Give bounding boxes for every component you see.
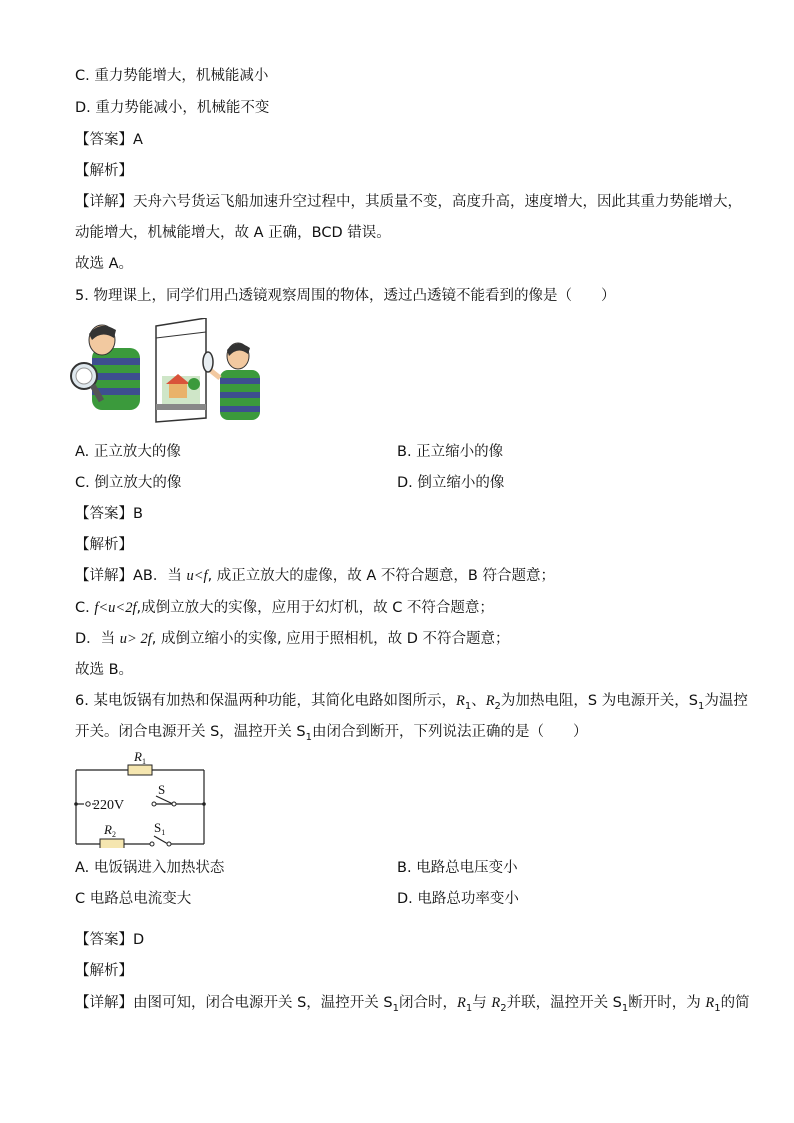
q6-stem-line2: 开关。闭合电源开关 S，温控开关 $S_1$由闭合到断开，下列说法正确的是（ ）: [75, 724, 588, 743]
q4-analysis-title: 【解析】: [75, 163, 133, 179]
q6-stem-line1: 6. 某电饭锅有加热和保温两种功能，其简化电路如图所示，$R_1$、$R_2$为加热电阻，S 为电源开关，$S_1$为温控: [75, 693, 748, 712]
q6-answer: 【答案】D: [75, 932, 145, 948]
q6-option-b: B. 电路总电压变小: [397, 860, 518, 876]
boy-at-window-figure: [203, 343, 260, 420]
switch-s-label: S: [158, 782, 166, 797]
q5-option-d: D. 倒立缩小的像: [397, 475, 505, 491]
q5-choose: 故选 B。: [75, 662, 134, 678]
q5-detail-line1: 【详解】AB．当 u<f, 成正立放大的虚像，故 A 不符合题意，B 符合题意；: [75, 568, 555, 584]
window-scene: [156, 318, 206, 422]
switch-s1-label: $S_1$: [154, 820, 166, 837]
q4-detail-line2: 动能增大，机械能增大，故 A 正确，BCD 错误。: [75, 225, 391, 241]
q5-detail-line2: C. f<u<2f,成倒立放大的实像，应用于幻灯机，故 C 不符合题意；: [75, 600, 494, 616]
q4-choose: 故选 A。: [75, 256, 134, 272]
q5-illustration: [70, 318, 270, 426]
boy-with-magnifier-figure: [71, 325, 140, 410]
q5-option-c: C. 倒立放大的像: [75, 475, 182, 491]
q4-answer: 【答案】A: [75, 132, 143, 148]
q5-option-b: B. 正立缩小的像: [397, 444, 504, 460]
q5-analysis-title: 【解析】: [75, 537, 133, 553]
q6-circuit-diagram: [70, 750, 210, 848]
q4-option-c: C. 重力势能增大，机械能减小: [75, 68, 269, 84]
resistor-r2: [100, 839, 124, 848]
r1-label: $R_1$: [134, 750, 146, 766]
q6-option-c: C 电路总电流变大: [75, 891, 192, 907]
q6-detail-line1: 【详解】由图可知，闭合电源开关 S，温控开关 $S_1$闭合时，$R_1$与 $R_2$并联，温控开关 $S_1$断开时，为 $R_1$的简: [75, 995, 750, 1014]
r2-label: $R_2$: [104, 822, 116, 839]
q5-stem: 5. 物理课上，同学们用凸透镜观察周围的物体，透过凸透镜不能看到的像是（ ）: [75, 288, 616, 304]
q6-option-a: A. 电饭锅进入加热状态: [75, 860, 225, 876]
voltage-label: 220V: [93, 798, 125, 813]
q5-option-a: A. 正立放大的像: [75, 444, 181, 460]
q4-detail-line1: 【详解】天舟六号货运飞船加速升空过程中，其质量不变，高度升高，速度增大，因此其重力势能增大，: [75, 194, 742, 210]
q4-option-d: D. 重力势能减小，机械能不变: [75, 100, 270, 116]
resistor-r1: [128, 765, 152, 775]
q6-option-d: D. 电路总功率变小: [397, 891, 519, 907]
q6-analysis-title: 【解析】: [75, 963, 133, 979]
q5-detail-line3: D．当 u> 2f, 成倒立缩小的实像, 应用于照相机，故 D 不符合题意；: [75, 631, 510, 647]
q5-answer: 【答案】B: [75, 506, 143, 522]
